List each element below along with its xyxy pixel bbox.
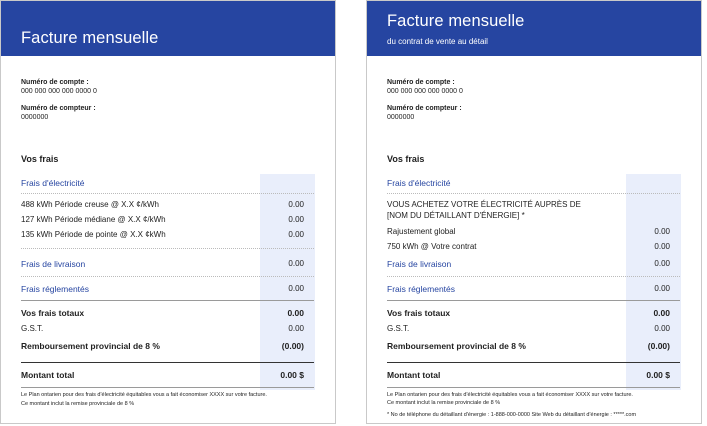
footnote-retailer-contact: * No de téléphone du détaillant d'énergie : 1-888-000-0000 Site Web du détaillant d'énergie : *****.com	[387, 412, 637, 418]
footnote-rebate: Ce montant inclut la remise provinciale de 8 %	[387, 400, 501, 406]
gst-label: G.S.T.	[387, 324, 410, 333]
total-charges-label: Vos frais totaux	[387, 308, 451, 318]
provincial-rebate-value: (0.00)	[281, 341, 304, 351]
charge-value-mid-peak: 0.00	[288, 215, 304, 224]
charge-line-global-adjustment: Rajustement global	[387, 227, 456, 236]
divider	[21, 387, 314, 388]
divider	[387, 300, 680, 301]
charge-value-global-adjustment: 0.00	[654, 227, 670, 236]
gst-value: 0.00	[654, 324, 670, 333]
provincial-rebate-value: (0.00)	[647, 341, 670, 351]
meter-number-label: Numéro de compteur :	[21, 105, 96, 112]
regulatory-charges-label: Frais réglementés	[387, 284, 456, 294]
divider	[21, 300, 314, 301]
divider	[387, 387, 680, 388]
bill-header	[367, 1, 701, 56]
monthly-bill-standard	[0, 0, 336, 424]
divider	[387, 276, 680, 277]
retailer-notice-line-2: [NOM DU DÉTAILLANT D'ÉNERGIE] *	[387, 211, 525, 220]
footnote-savings: Le Plan ontarien pour des frais d'électricité équitables vous a fait économiser XXXX sur votre facture.	[387, 392, 633, 398]
divider	[21, 193, 314, 194]
charge-line-off-peak: 488 kWh Période creuse @ X.X ¢/kWh	[21, 200, 159, 209]
divider	[387, 193, 680, 194]
bill-subtitle: du contrat de vente au détail	[387, 37, 488, 46]
charge-value-off-peak: 0.00	[288, 200, 304, 209]
amount-due-value: 0.00 $	[280, 370, 304, 380]
divider	[21, 276, 314, 277]
regulatory-charges-label: Frais réglementés	[21, 284, 90, 294]
provincial-rebate-label: Remboursement provincial de 8 %	[21, 341, 160, 351]
divider	[21, 248, 314, 249]
bill-title: Facture mensuelle	[387, 12, 525, 30]
footnote-rebate: Ce montant inclut la remise provinciale de 8 %	[21, 401, 135, 407]
amount-due-value: 0.00 $	[646, 370, 670, 380]
bill-title: Facture mensuelle	[21, 29, 159, 47]
charge-value-contract: 0.00	[654, 242, 670, 251]
meter-number-value: 0000000	[21, 114, 49, 121]
account-number-label: Numéro de compte :	[21, 79, 89, 86]
delivery-charges-value: 0.00	[654, 259, 670, 268]
total-charges-label: Vos frais totaux	[21, 308, 85, 318]
amount-column-shade	[626, 174, 681, 390]
bill-header	[1, 1, 335, 56]
charges-heading: Vos frais	[387, 154, 425, 164]
charges-heading: Vos frais	[21, 154, 59, 164]
meter-number-value: 0000000	[387, 114, 415, 121]
electricity-charges-heading: Frais d'électricité	[387, 178, 451, 188]
divider	[387, 362, 680, 363]
amount-due-label: Montant total	[387, 370, 441, 380]
gst-label: G.S.T.	[21, 324, 44, 333]
charge-line-mid-peak: 127 kWh Période médiane @ X.X ¢/kWh	[21, 215, 166, 224]
total-charges-value: 0.00	[287, 308, 304, 318]
regulatory-charges-value: 0.00	[288, 284, 304, 293]
delivery-charges-label: Frais de livraison	[21, 259, 86, 269]
divider	[21, 362, 314, 363]
retailer-notice-line-1: VOUS ACHETEZ VOTRE ÉLECTRICITÉ AUPRÈS DE	[387, 200, 581, 209]
monthly-bill-retail-contract	[366, 0, 702, 424]
amount-due-label: Montant total	[21, 370, 75, 380]
gst-value: 0.00	[288, 324, 304, 333]
account-number-label: Numéro de compte :	[387, 79, 455, 86]
total-charges-value: 0.00	[653, 308, 670, 318]
charge-line-contract: 750 kWh @ Votre contrat	[387, 242, 477, 251]
charge-value-on-peak: 0.00	[288, 230, 304, 239]
account-number-value: 000 000 000 000 0000 0	[21, 88, 97, 95]
charge-line-on-peak: 135 kWh Période de pointe @ X.X ¢kWh	[21, 230, 166, 239]
delivery-charges-value: 0.00	[288, 259, 304, 268]
provincial-rebate-label: Remboursement provincial de 8 %	[387, 341, 526, 351]
regulatory-charges-value: 0.00	[654, 284, 670, 293]
meter-number-label: Numéro de compteur :	[387, 105, 462, 112]
electricity-charges-heading: Frais d'électricité	[21, 178, 85, 188]
footnote-savings: Le Plan ontarien pour des frais d'électricité équitables vous a fait économiser XXXX sur votre facture.	[21, 392, 267, 398]
account-number-value: 000 000 000 000 0000 0	[387, 88, 463, 95]
delivery-charges-label: Frais de livraison	[387, 259, 452, 269]
